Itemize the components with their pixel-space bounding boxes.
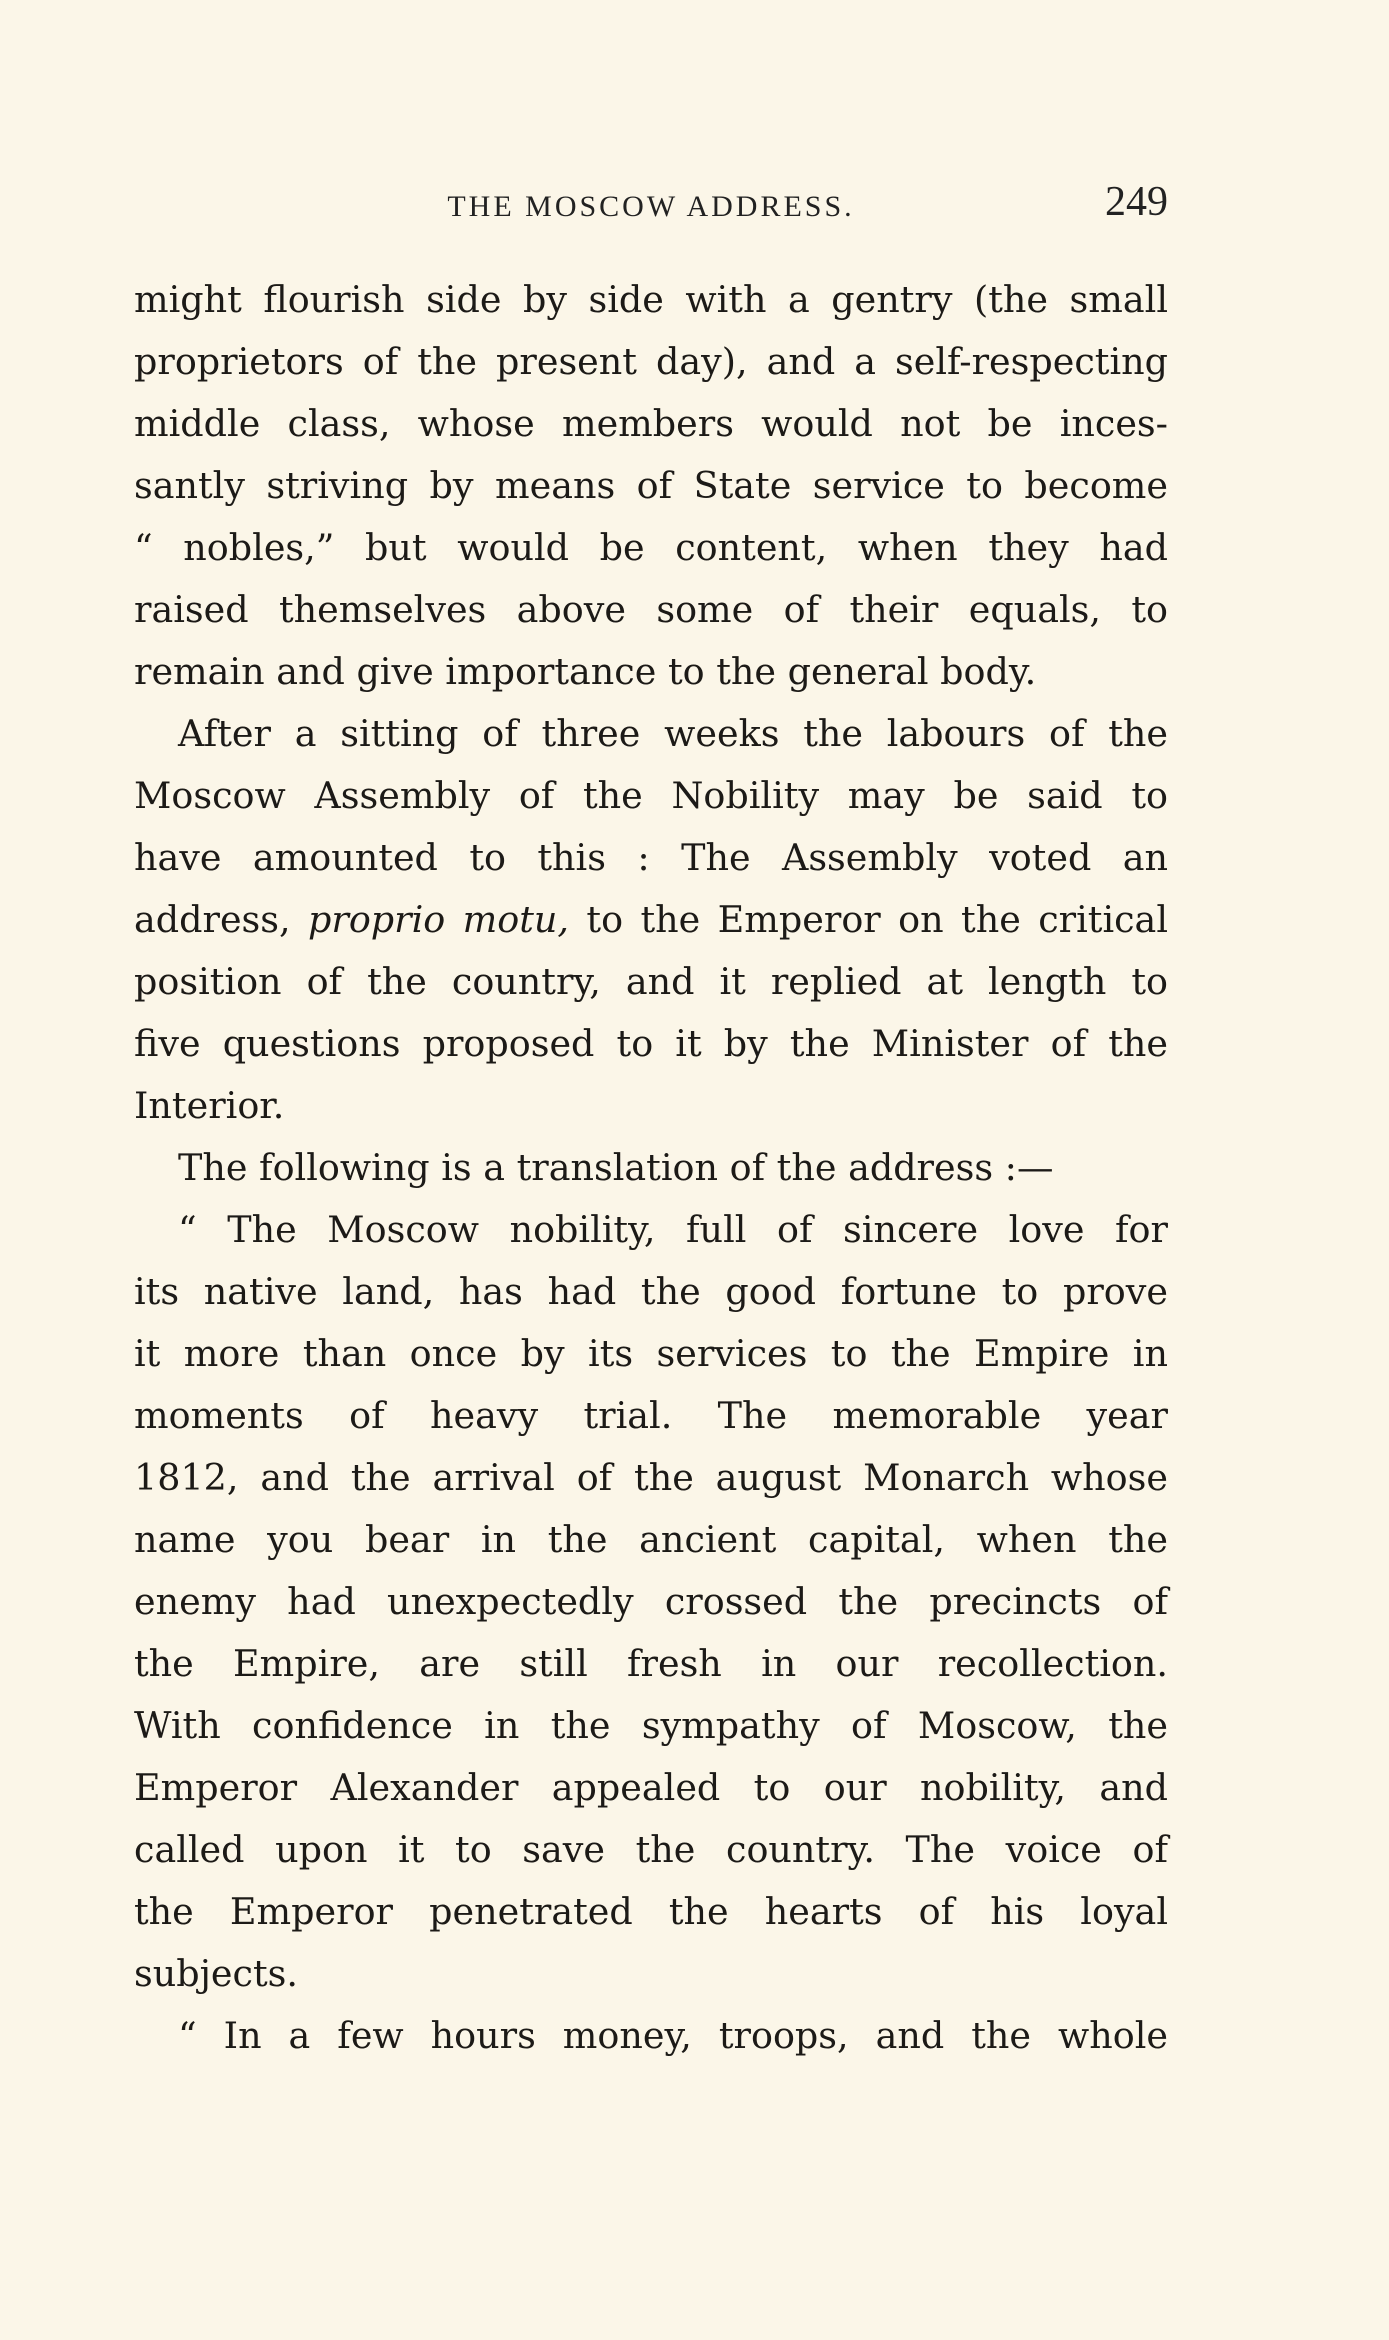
text-line: position of the country, and it replied at length to (134, 960, 1168, 1003)
text-line: enemy had unexpectedly crossed the precincts of (134, 1580, 1168, 1623)
text-line: it more than once by its services to the Empire in (134, 1332, 1168, 1375)
body-text (134, 269, 1168, 2067)
running-head (134, 178, 1168, 234)
text-line: its native land, has had the good fortune to prove (134, 1270, 1168, 1313)
text-line: moments of heavy trial. The memorable year (134, 1394, 1168, 1437)
text-line: middle class, whose members would not be inces- (134, 402, 1168, 445)
text-line: might flourish side by side with a gentry (the small (134, 278, 1168, 321)
text-line: 1812, and the arrival of the august Monarch whose (134, 1456, 1168, 1499)
text-line: have amounted to this : The Assembly voted an (134, 836, 1168, 879)
text-line: subjects. (134, 1952, 298, 1995)
text-line: “ nobles,” but would be content, when they had (134, 526, 1168, 569)
text-line: After a sitting of three weeks the labours of the (178, 712, 1168, 755)
text-line: raised themselves above some of their equals, to (134, 588, 1168, 631)
text-line: name you bear in the ancient capital, when the (134, 1518, 1168, 1561)
text-line: Moscow Assembly of the Nobility may be said to (134, 774, 1168, 817)
italic-phrase: proprio motu, (308, 898, 570, 941)
text-line: the Emperor penetrated the hearts of his loyal (134, 1890, 1168, 1933)
text-segment: address, (134, 898, 309, 941)
text-line: called upon it to save the country. The voice of (134, 1828, 1168, 1871)
text-line: Emperor Alexander appealed to our nobility, and (134, 1766, 1168, 1809)
text-line: remain and give importance to the general body. (134, 650, 1037, 693)
text-line: The following is a translation of the address :— (178, 1146, 1054, 1189)
running-title: THE MOSCOW ADDRESS. (447, 190, 855, 223)
text-line: “ In a few hours money, troops, and the whole (178, 2014, 1168, 2057)
text-line: Interior. (134, 1084, 285, 1127)
text-line: With confidence in the sympathy of Moscow, the (134, 1704, 1168, 1747)
page-number: 249 (1105, 179, 1168, 225)
text-line: five questions proposed to it by the Minister of the (134, 1022, 1168, 1065)
text-line: proprietors of the present day), and a self-respecting (134, 340, 1168, 383)
text-line: the Empire, are still fresh in our recollection. (134, 1642, 1168, 1685)
text-line: “ The Moscow nobility, full of sincere love for (178, 1208, 1168, 1251)
text-line-with-italic (134, 889, 1168, 951)
text-segment: to the Emperor on the critical (569, 898, 1168, 941)
text-line: santly striving by means of State service to become (134, 464, 1168, 507)
